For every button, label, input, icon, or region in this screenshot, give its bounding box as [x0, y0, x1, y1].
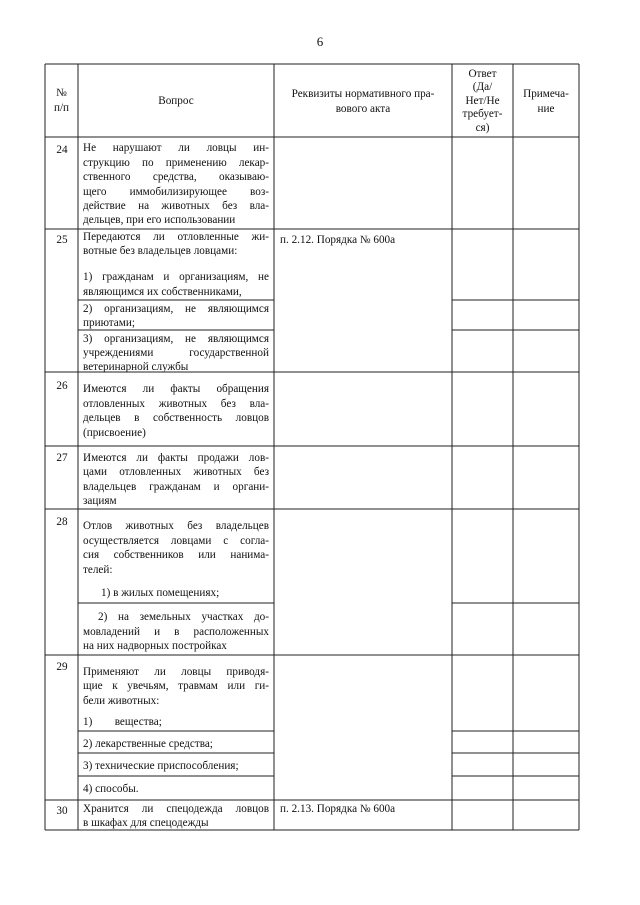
- requisites-text: п. 2.13. Порядка № 600а: [280, 803, 396, 815]
- sub-item: 1) вещества;: [83, 716, 162, 728]
- header-requisites: Реквизиты нормативного пра- вового акта: [291, 88, 435, 115]
- row-number: 28: [56, 516, 68, 528]
- row-number: 26: [56, 380, 68, 392]
- header-num: № п/п: [53, 87, 70, 114]
- row-number: 25: [56, 234, 68, 246]
- requisites-text: п. 2.12. Порядка № 600а: [280, 234, 396, 246]
- row-number: 29: [56, 661, 68, 673]
- sub-item: 1) в жилых помещениях;: [101, 587, 220, 599]
- header-answer: Ответ (Да/ Нет/Не требует- ся): [462, 68, 503, 134]
- row-number: 24: [56, 144, 68, 156]
- sub-item: 3) технические приспособления;: [83, 760, 239, 772]
- row-number: 30: [56, 805, 68, 817]
- header-question: Вопрос: [158, 95, 194, 107]
- header-note: Примеча- ние: [523, 88, 569, 115]
- sub-item: 4) способы.: [83, 783, 139, 795]
- sub-item: 2) лекарственные средства;: [83, 738, 213, 750]
- page-number: 6: [316, 34, 324, 49]
- row-number: 27: [56, 452, 68, 464]
